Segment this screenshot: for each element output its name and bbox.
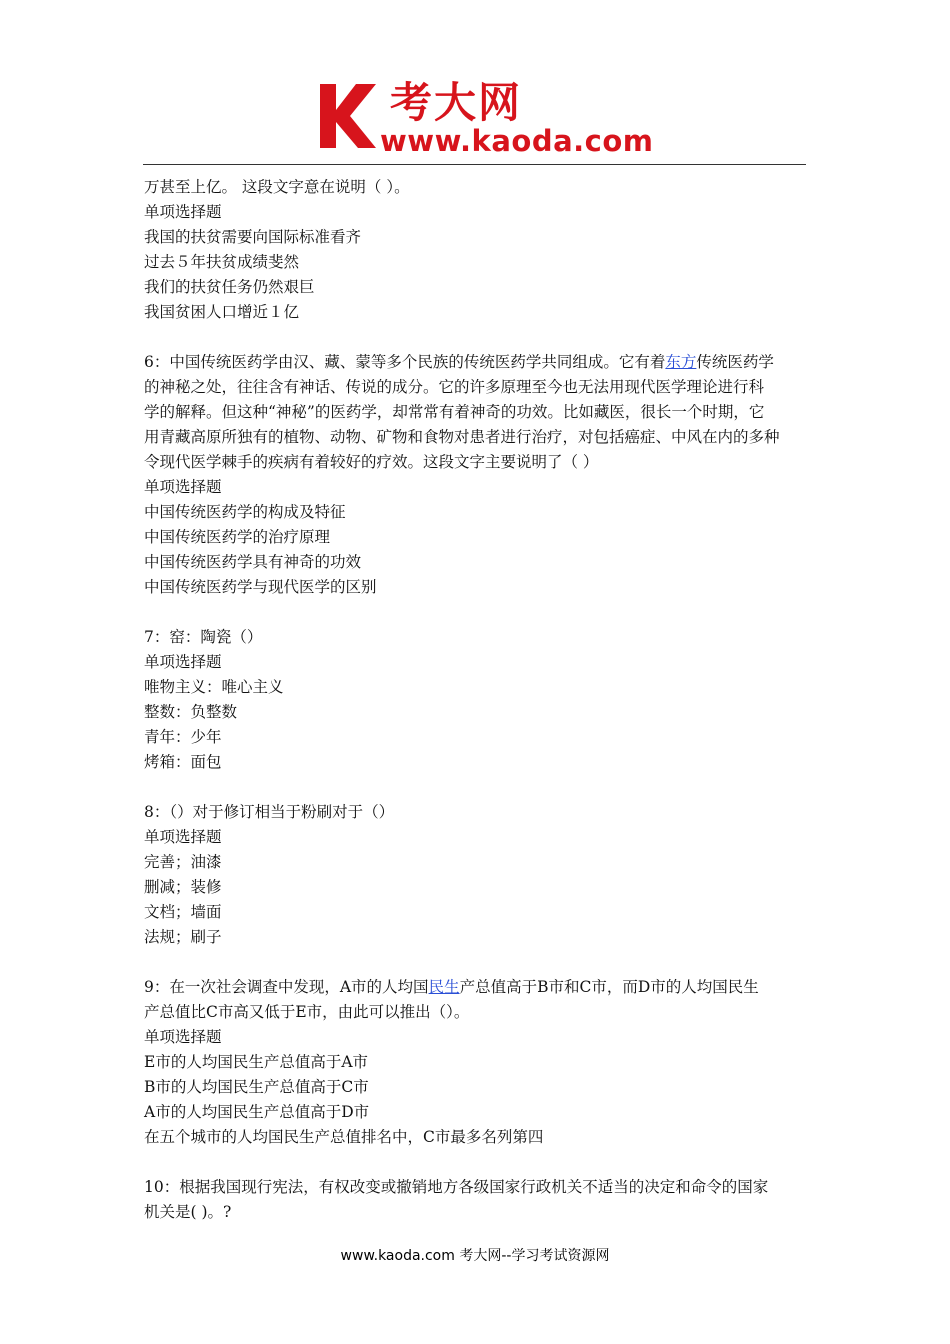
- logo-chinese-name: 考大网: [390, 78, 523, 127]
- link-dongfang[interactable]: 东方: [665, 353, 697, 371]
- question-stem-line: 的神秘之处，往往含有神话、传说的成分。它的许多原理至今也无法用现代医学理论进行科: [144, 378, 765, 396]
- option: 整数：负整数: [144, 703, 238, 721]
- question-stem: 7：窑：陶瓷（）: [144, 628, 263, 646]
- option: 唯物主义：唯心主义: [144, 678, 284, 696]
- question-stem-line: 9：在一次社会调查中发现，A市的人均国民生产总值高于B市和C市，而D市的人均国民生: [144, 978, 759, 996]
- question-type: 单项选择题: [144, 653, 222, 671]
- logo-url: www.kaoda.com: [380, 124, 654, 158]
- question-type: 单项选择题: [144, 203, 222, 221]
- link-minsheng[interactable]: 民生: [428, 978, 460, 996]
- option: 我国的扶贫需要向国际标准看齐: [144, 228, 362, 246]
- question-stem-line: 产总值比C市高又低于E市，由此可以推出（）。: [144, 1003, 470, 1021]
- logo-k-icon: [318, 80, 378, 152]
- question-stem-line: 10：根据我国现行宪法，有权改变或撤销地方各级国家行政机关不适当的决定和命令的国家: [144, 1178, 769, 1196]
- option: 我国贫困人口增近１亿: [144, 303, 300, 321]
- option: B市的人均国民生产总值高于C市: [144, 1078, 369, 1096]
- question-stem-line: 机关是( )。?: [144, 1203, 232, 1221]
- question-stem: 万甚至上亿。 这段文字意在说明（ ）。: [144, 178, 410, 196]
- option: 法规；刷子: [144, 928, 222, 946]
- question-type: 单项选择题: [144, 828, 222, 846]
- option: 中国传统医药学具有神奇的功效: [144, 553, 362, 571]
- question-7: [144, 625, 808, 775]
- question-stem-line: 用青藏高原所独有的植物、动物、矿物和食物对患者进行治疗，对包括癌症、中风在内的多种: [144, 428, 780, 446]
- question-stem: 8：（）对于修订相当于粉刷对于（）: [144, 803, 395, 821]
- question-6: [144, 350, 808, 600]
- question-stem-line: 6：中国传统医药学由汉、藏、蒙等多个民族的传统医药学共同组成。它有着东方传统医药学: [144, 353, 774, 371]
- option: 烤箱：面包: [144, 753, 222, 771]
- question-stem-line: 学的解释。但这种“神秘”的医药学，却常常有着神奇的功效。比如藏医，很长一个时期，它: [144, 403, 765, 421]
- header-divider: [143, 164, 806, 165]
- option: 过去５年扶贫成绩斐然: [144, 253, 300, 271]
- page-footer: www.kaoda.com 考大网--学习考试资源网: [340, 1248, 610, 1264]
- option: 我们的扶贫任务仍然艰巨: [144, 278, 315, 296]
- question-type: 单项选择题: [144, 1028, 222, 1046]
- question-9: [144, 975, 808, 1150]
- option: 删减；装修: [144, 878, 222, 896]
- question-type: 单项选择题: [144, 478, 222, 496]
- option: 完善；油漆: [144, 853, 222, 871]
- option: 在五个城市的人均国民生产总值排名中，C市最多名列第四: [144, 1128, 544, 1146]
- option: 中国传统医药学的治疗原理: [144, 528, 331, 546]
- option: 青年：少年: [144, 728, 222, 746]
- option: 文档；墙面: [144, 903, 222, 921]
- option: 中国传统医药学与现代医学的区别: [144, 578, 377, 596]
- document-body: [144, 175, 808, 1225]
- question-5-tail: [144, 175, 808, 325]
- question-stem-line: 令现代医学棘手的疾病有着较好的疗效。这段文字主要说明了（ ）: [144, 453, 599, 471]
- question-10: [144, 1175, 808, 1225]
- option: E市的人均国民生产总值高于A市: [144, 1053, 369, 1071]
- option: A市的人均国民生产总值高于D市: [144, 1103, 370, 1121]
- option: 中国传统医药学的构成及特征: [144, 503, 346, 521]
- kaoda-logo[interactable]: [318, 78, 654, 162]
- page-header: [0, 0, 950, 168]
- question-8: [144, 800, 808, 950]
